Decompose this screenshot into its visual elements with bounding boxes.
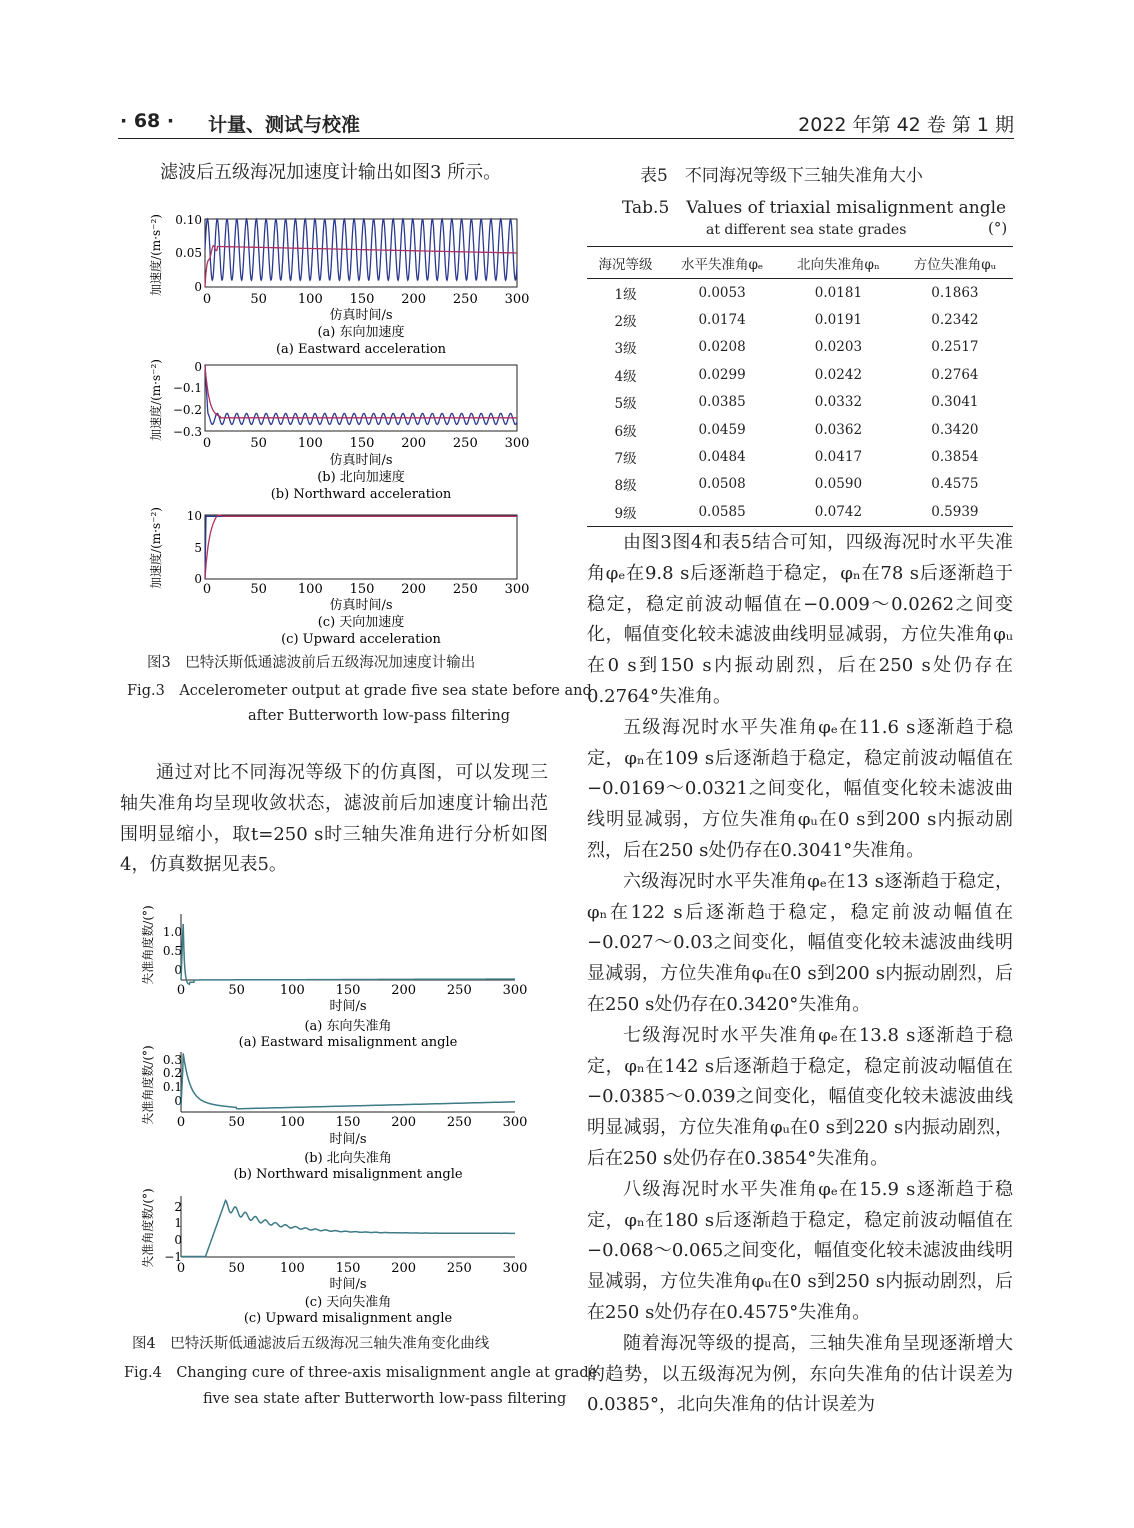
fig4a-caption-cn: (a) 东向失准角 (304, 1019, 392, 1034)
table-row (587, 279, 1013, 307)
table-cell: 0.0053 (698, 284, 746, 301)
x-tick-label: 0 (176, 1261, 186, 1276)
fig3b-ytick-2: −0.2 (172, 403, 202, 417)
x-tick-label: 0 (202, 292, 212, 307)
fig4a-xticks (177, 983, 528, 998)
fig4-panel-b (140, 1045, 527, 1182)
table-header-row (587, 247, 1013, 279)
table-cell: 0.2517 (931, 339, 979, 356)
x-tick-label: 300 (504, 292, 530, 307)
paragraph: 七级海况时水平失准角φₑ在13.8 s逐渐趋于稳定，φₙ在142 s后逐渐趋于稳定，稳定前波动幅值在−0.0385～0.039之间变化，幅值变化较未滤波曲线明显减弱，方位失准角φᵤ在0 s到220 s内振动剧烈，后在250 s处仍存在0.3854°失准角。 (587, 1024, 1013, 1169)
fig3b-xlabel: 仿真时间/s (329, 453, 393, 468)
fig4-caption-en-2: five sea state after Butterworth low-pass filtering (203, 1391, 567, 1407)
table-cell: 0.3854 (931, 449, 979, 466)
fig4a-line (181, 924, 515, 984)
fig3a-caption-cn: (a) 东向加速度 (317, 325, 405, 340)
table5-body (587, 279, 1013, 527)
table-cell: 8级 (614, 478, 637, 495)
fig4c-caption-en: (c) Upward misalignment angle (243, 1311, 453, 1325)
table-cell: 0.3041 (931, 394, 979, 411)
intro-text: 滤波后五级海况加速度计输出如图3 所示。 (160, 162, 502, 183)
fig3c-xlabel: 仿真时间/s (329, 598, 393, 613)
fig3a-ylabel: 加速度/(m·s⁻²) (149, 214, 163, 296)
table-cell: 0.0191 (814, 312, 863, 329)
fig3b-ytick-0: 0 (194, 360, 202, 374)
table-cell: 0.0242 (814, 366, 863, 383)
fig4b-ytick-1: 0.2 (162, 1066, 182, 1080)
fig4b-line (181, 1053, 515, 1108)
paragraph: 八级海况时水平失准角φₑ在15.9 s逐渐趋于稳定，φₙ在180 s后逐渐趋于稳定，稳定前波动幅值在−0.068～0.065之间变化，幅值变化较未滤波曲线明显减弱，方位失准角φᵤ在0 s到250 s内振动剧烈，后在250 s处仍存在0.4575°失准角。 (587, 1178, 1013, 1323)
fig3b-caption-cn: (b) 北向加速度 (317, 470, 405, 485)
table-cell: 0.0208 (698, 339, 746, 356)
fig4a-caption-en: (a) Eastward misalignment angle (238, 1035, 458, 1050)
x-tick-label: 50 (228, 1261, 245, 1276)
fig4a-ytick-1: 0.5 (162, 944, 182, 958)
table-cell: 0.0181 (814, 284, 863, 301)
x-tick-label: 100 (297, 292, 323, 307)
table-cell: 0.0362 (814, 421, 863, 438)
table-cell: 0.0174 (698, 312, 746, 329)
table-cell: 0.0590 (814, 476, 863, 493)
figure-4 (130, 900, 550, 1329)
fig4b-ytick-3: 0 (174, 1094, 182, 1108)
figure-3-svg (130, 205, 550, 655)
x-tick-label: 50 (250, 582, 267, 597)
table-header-cell: 水平失准角φₑ (664, 247, 780, 279)
x-tick-label: 200 (391, 1261, 417, 1276)
table-header-cell: 方位失准角φᵤ (897, 247, 1013, 279)
fig4a-ytick-0: 1.0 (162, 925, 182, 939)
table-cell: 1级 (614, 286, 637, 303)
fig4-panel-c (140, 1188, 527, 1325)
table-row (587, 306, 1013, 333)
fig3a-ytick-1: 0.05 (175, 246, 202, 260)
x-tick-label: 50 (250, 292, 267, 307)
table-header-cell: 海况等级 (587, 247, 664, 279)
table-cell: 5级 (614, 396, 637, 413)
figure-3 (130, 205, 550, 659)
x-tick-label: 50 (228, 983, 245, 998)
table-row (587, 361, 1013, 388)
page-number: · 68 · (120, 110, 175, 132)
fig3-caption-en-1: Fig.3 Accelerometer output at grade five sea state before and (127, 683, 592, 699)
table-cell: 0.0332 (814, 394, 863, 411)
table-row (587, 416, 1013, 443)
table-cell: 3级 (614, 341, 637, 358)
fig4c-caption-cn: (c) 天向失准角 (304, 1295, 392, 1310)
table-cell: 0.0484 (698, 449, 746, 466)
fig4b-xlabel: 时间/s (329, 1132, 367, 1147)
paragraph: 五级海况时水平失准角φₑ在11.6 s逐渐趋于稳定，φₙ在109 s后逐渐趋于稳定，稳定前波动幅值在−0.0169～0.0321之间变化，幅值变化较未滤波曲线明显减弱，方位失准角φᵤ在0 s到200 s内振动剧烈，后在250 s处仍存在0.3041°失准角。 (587, 716, 1013, 861)
fig4c-ytick-1: 1 (174, 1216, 182, 1230)
table5-unit: (°) (988, 219, 1008, 237)
x-tick-label: 150 (335, 1115, 361, 1130)
fig3-panel-c (148, 507, 529, 647)
issue-info: 2022 年第 42 卷 第 1 期 (798, 114, 1014, 136)
x-tick-label: 50 (228, 1115, 245, 1130)
x-tick-label: 250 (452, 292, 478, 307)
x-tick-label: 0 (176, 1115, 186, 1130)
fig3c-xticks (203, 582, 530, 597)
x-tick-label: 0 (176, 983, 186, 998)
x-tick-label: 100 (279, 1261, 305, 1276)
x-tick-label: 300 (502, 1261, 528, 1276)
table-cell: 0.0417 (814, 449, 863, 466)
table-cell: 0.0508 (698, 476, 746, 493)
fig3a-xlabel: 仿真时间/s (329, 308, 393, 323)
fig4-panel-a (140, 905, 527, 1050)
table-cell: 7级 (614, 451, 637, 468)
x-tick-label: 150 (349, 436, 375, 451)
table5-title-cn: 表5 不同海况等级下三轴失准角大小 (640, 166, 923, 186)
fig4c-ylabel: 失准角度数/(°) (141, 1188, 155, 1268)
fig3c-ylabel: 加速度/(m·s⁻²) (149, 507, 163, 589)
x-tick-label: 250 (446, 983, 472, 998)
x-tick-label: 250 (452, 582, 478, 597)
fig3b-ylabel: 加速度/(m·s⁻²) (149, 359, 163, 441)
fig4b-xticks (177, 1115, 528, 1130)
fig3-panel-b (148, 359, 529, 502)
fig4c-ytick-3: −1 (164, 1250, 182, 1264)
fig3b-filtered-line (205, 365, 517, 418)
table-cell: 2级 (614, 314, 637, 331)
paragraph: 由图3图4和表5结合可知，四级海况时水平失准角φₑ在9.8 s后逐渐趋于稳定，φₙ在78 s后逐渐趋于稳定，稳定前波动幅值在−0.009～0.0262之间变化，幅值变化较未滤波曲线明显减弱，方位失准角φᵤ在0 s到150 s内振动剧烈，后在250 s处仍存在0.2764°失准角。 (587, 532, 1013, 707)
fig4-caption-cn: 图4 巴特沃斯低通滤波后五级海况三轴失准角变化曲线 (132, 1336, 490, 1352)
table-cell: 0.4575 (931, 476, 979, 493)
fig4a-xlabel: 时间/s (329, 999, 367, 1014)
fig3c-caption-en: (c) Upward acceleration (281, 632, 441, 647)
x-tick-label: 250 (452, 436, 478, 451)
table5-title-en-1: Tab.5 Values of triaxial misalignment angle (622, 198, 1007, 218)
fig4b-caption-en: (b) Northward misalignment angle (233, 1167, 463, 1182)
fig3b-xticks (203, 436, 530, 451)
fig4c-xlabel: 时间/s (329, 1277, 367, 1292)
fig3b-ytick-3: −0.3 (172, 425, 202, 439)
x-tick-label: 0 (202, 436, 212, 451)
fig3a-ytick-0: 0.10 (175, 213, 202, 227)
fig3-caption-en-2: after Butterworth low-pass filtering (248, 708, 510, 724)
fig3-caption-cn: 图3 巴特沃斯低通滤波前后五级海况加速度计输出 (147, 655, 476, 671)
table-cell: 0.0742 (780, 498, 897, 526)
fig3c-ytick-0: 10 (186, 509, 202, 523)
x-tick-label: 300 (504, 582, 530, 597)
x-tick-label: 300 (502, 983, 528, 998)
fig3-panel-a (148, 213, 529, 357)
paragraph: 六级海况时水平失准角φₑ在13 s逐渐趋于稳定，φₙ在122 s后逐渐趋于稳定，稳定前波动幅值在−0.027～0.03之间变化，幅值变化较未滤波曲线明显减弱，方位失准角φᵤ在0 s到200 s内振动剧烈，后在250 s处仍存在0.3420°失准角。 (587, 870, 1013, 1015)
fig3a-ytick-2: 0 (194, 280, 202, 294)
body-paragraphs-right (587, 528, 1013, 1421)
fig3b-caption-en: (b) Northward acceleration (270, 487, 452, 502)
fig3a-xticks (203, 292, 530, 307)
table-header-cell: 北向失准角φₙ (780, 247, 897, 279)
fig4a-ytick-2: 0 (174, 963, 182, 977)
fig3b-raw-line (205, 365, 517, 424)
table-cell: 0.2342 (931, 312, 979, 329)
fig4c-xticks (177, 1261, 528, 1276)
x-tick-label: 100 (279, 983, 305, 998)
x-tick-label: 200 (391, 983, 417, 998)
table-cell: 0.0385 (698, 394, 746, 411)
table-cell: 0.0585 (664, 498, 780, 526)
fig4a-ylabel: 失准角度数/(°) (141, 905, 155, 985)
fig4c-line (181, 1200, 515, 1256)
table-row (587, 471, 1013, 498)
fig4b-ytick-2: 0.1 (162, 1080, 182, 1094)
x-tick-label: 300 (504, 436, 530, 451)
table-cell: 0.1863 (931, 284, 979, 301)
fig3c-frame (205, 515, 517, 579)
fig3c-caption-cn: (c) 天向加速度 (317, 615, 405, 630)
table-row (587, 334, 1013, 361)
x-tick-label: 200 (391, 1115, 417, 1130)
fig3a-caption-en: (a) Eastward acceleration (275, 342, 447, 357)
table-cell: 0.0299 (698, 366, 746, 383)
x-tick-label: 50 (250, 436, 267, 451)
fig4b-ylabel: 失准角度数/(°) (141, 1045, 155, 1125)
table5 (587, 246, 1013, 527)
fig4b-ytick-0: 0.3 (162, 1053, 182, 1067)
x-tick-label: 100 (297, 436, 323, 451)
fig3c-ytick-2: 0 (194, 572, 202, 586)
header-rule (118, 138, 1014, 139)
x-tick-label: 0 (202, 582, 212, 597)
table-row (587, 389, 1013, 416)
figure-4-svg (130, 900, 550, 1325)
table-cell: 4级 (614, 368, 637, 385)
x-tick-label: 200 (401, 292, 427, 307)
journal-title: 计量、测试与校准 (208, 114, 361, 136)
x-tick-label: 100 (297, 582, 323, 597)
x-tick-label: 150 (349, 292, 375, 307)
body-paragraph-left: 通过对比不同海况等级下的仿真图，可以发现三轴失准角均呈现收敛状态，滤波前后加速度计输出范围明显缩小，取t=250 s时三轴失准角进行分析如图4，仿真数据见表5。 (120, 762, 548, 876)
fig3c-raw-line (205, 516, 517, 579)
x-tick-label: 250 (446, 1261, 472, 1276)
x-tick-label: 150 (349, 582, 375, 597)
fig3b-ytick-1: −0.1 (172, 381, 202, 395)
table-row (587, 498, 1013, 526)
x-tick-label: 200 (401, 582, 427, 597)
fig4b-caption-cn: (b) 北向失准角 (304, 1151, 392, 1166)
x-tick-label: 300 (502, 1115, 528, 1130)
table-cell: 6级 (614, 423, 637, 440)
table5-title-en-2: at different sea state grades (706, 222, 907, 238)
x-tick-label: 100 (279, 1115, 305, 1130)
table-cell: 0.0459 (698, 421, 746, 438)
x-tick-label: 150 (335, 1261, 361, 1276)
table-cell: 0.5939 (897, 498, 1013, 526)
fig3c-filtered-line (205, 515, 517, 579)
paragraph: 随着海况等级的提高，三轴失准角呈现逐渐增大的趋势，以五级海况为例，东向失准角的估计误差为0.0385°，北向失准角的估计误差为 (587, 1332, 1013, 1416)
table-cell: 0.2764 (931, 366, 979, 383)
x-tick-label: 150 (335, 983, 361, 998)
table-cell: 0.3420 (931, 421, 979, 438)
fig4c-ytick-0: 2 (174, 1200, 182, 1214)
table-row (587, 443, 1013, 470)
fig3c-ytick-1: 5 (194, 541, 202, 555)
fig4c-ytick-2: 0 (174, 1233, 182, 1247)
table-cell: 0.0203 (814, 339, 863, 356)
x-tick-label: 200 (401, 436, 427, 451)
x-tick-label: 250 (446, 1115, 472, 1130)
fig4-caption-en-1: Fig.4 Changing cure of three-axis misalignment angle at grade (124, 1365, 598, 1381)
table-cell: 9级 (587, 498, 664, 526)
